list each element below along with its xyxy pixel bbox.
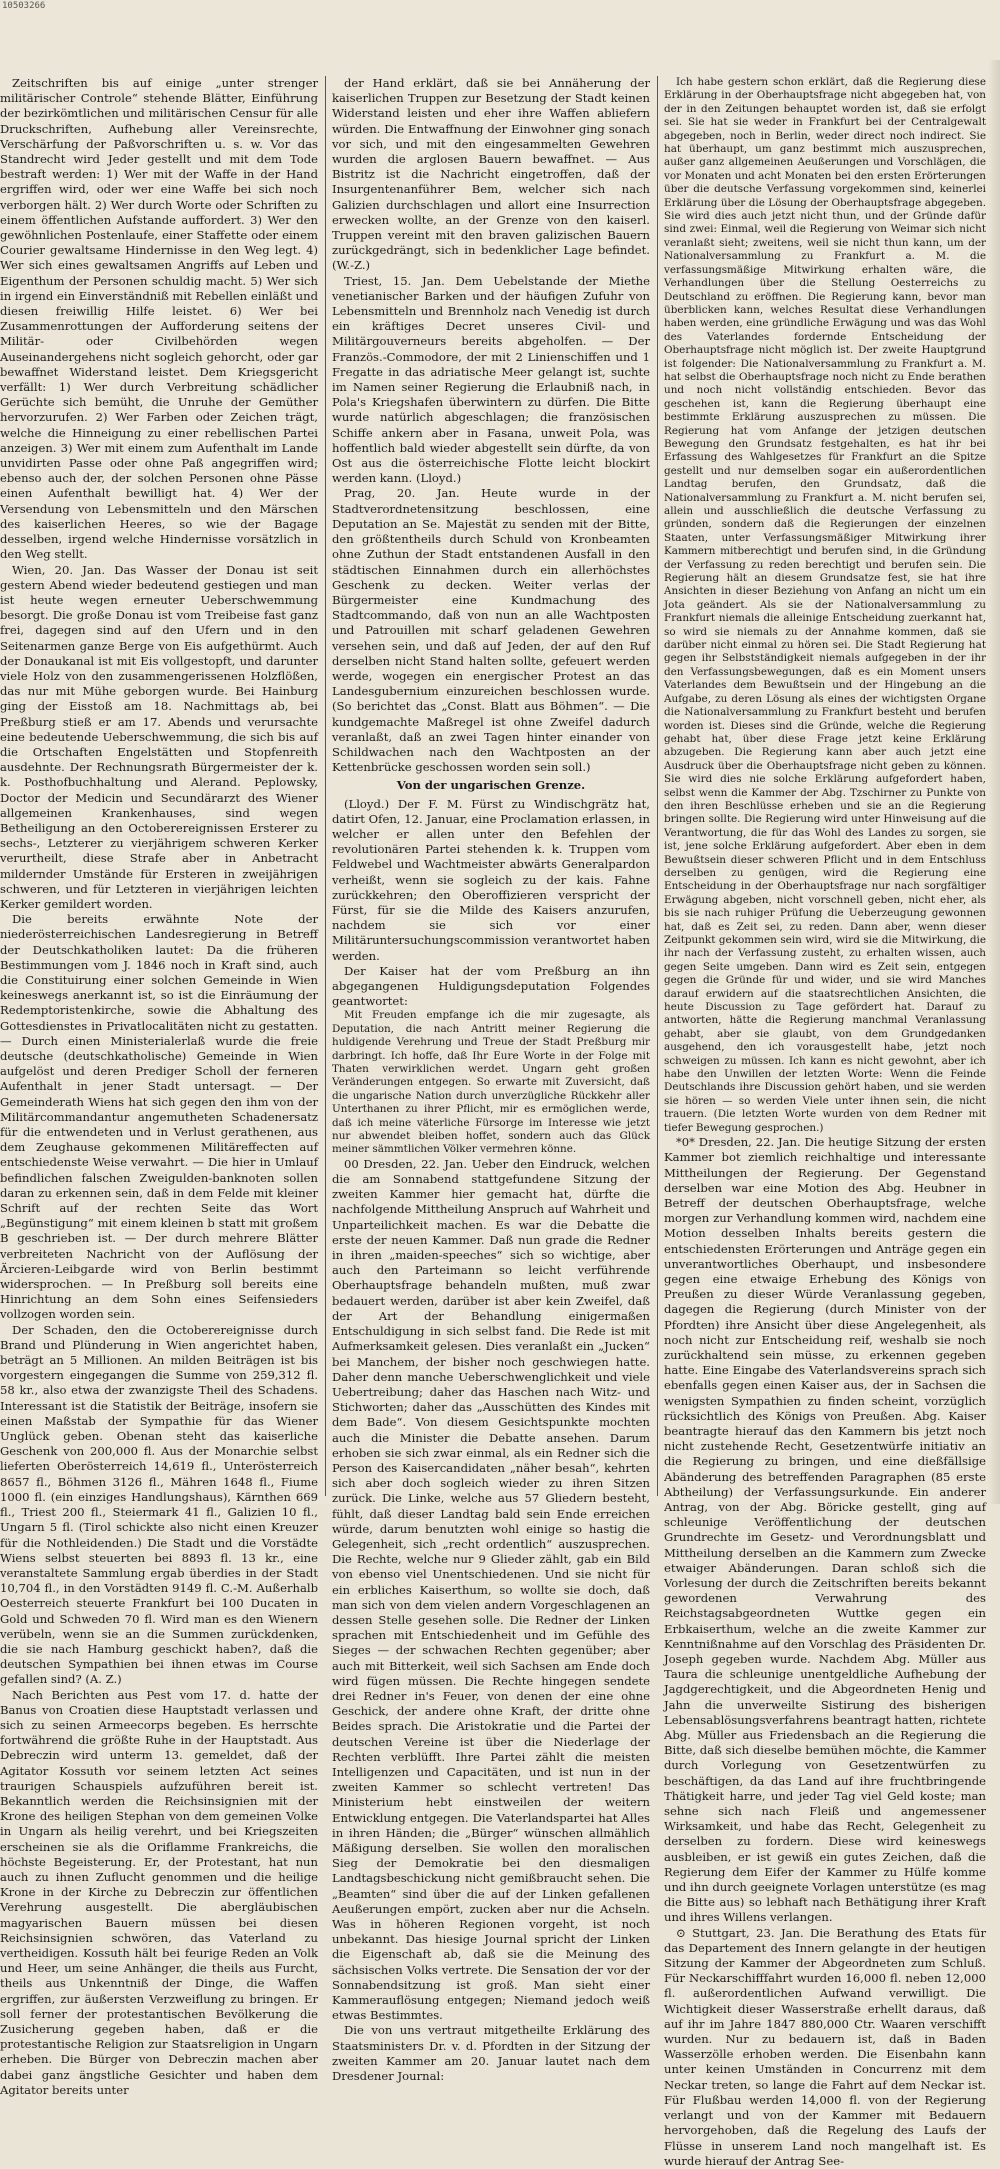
quote-block: Mit Freuden empfange ich die mir zugesagte, als Deputation, die nach Antritt meiner Regierung die huldigende Verehrung und Treue der Stadt Preßburg mir darbringt. Ich hoffe, daß Ihr Eure Worte in der Folge mit Thaten verwirklichen werdet. Ungarn geht großen Veränderungen entgegen. So erwarte mit Zuversicht, daß die ungarische Nation durch unverzügliche Rückkehr aller Unterthanen zu ihrer Pflicht, mir es ermöglichen werde, daß ich meine väterliche Fürsorge im Interesse wie jetzt nur abwendet bleiben hoffet, sondern auch das Glück meiner sämmtlichen Völker vermehren könne. [332, 1009, 650, 1156]
quote-block: Ich habe gestern schon erklärt, daß die Regierung diese Erklärung in der Oberhauptsfrage nicht abgegeben hat, von der in den Zeitungen behauptet worden ist, daß sie erfolgt sei. Sie hat sie weder in Frankfurt bei der Centralgewalt abgegeben, noch in Berlin, weder direct noch indirect. Sie hat überhaupt, um ganz bestimmt mich auszusprechen, außer ganz allgemeinen Aeußerungen und Vorschlägen, die vor Monaten und acht Monaten bei den ersten Erörterungen über die deutsche Verfassung vorgekommen sind, keinerlei Erklärung über die Lösung der Oberhauptsfrage abgegeben. Sie wird dies auch jetzt nicht thun, und der Gründe dafür sind zwei: Einmal, weil die Regierung von Weimar sich nicht veranlaßt sieht; zweitens, weil sie nicht thun kann, um der Nationalversammlung zu Frankfurt a. M. die verfassungsmäßige Mitwirkung erhalten wäre, die Verhandlungen über die Stellung Oesterreichs zu Deutschland zu eröffnen. Die Regierung kann, bevor man überblicken kann, welches Resultat diese Verhandlungen haben werden, eine gründliche Erwägung und was das Wohl des Vaterlandes fordernde Entscheidung der Oberhauptsfrage nicht möglich ist. Der zweite Hauptgrund ist folgender: Die Nationalversammlung zu Frankfurt a. M. hat selbst die Oberhauptsfrage noch nicht zu Ende berathen und noch nicht vollständig entschieden. Bevor das geschehen ist, kann die Regierung überhaupt eine bestimmte Erklärung auszusprechen zu müssen. Die Regierung hat vom Anfange der jetzigen deutschen Bewegung den Grundsatz festgehalten, es hat ihr bei Erfassung des Wahlgesetzes für Frankfurt an die Spitze gestellt und nur demselben sogar ein außerordentlichen Landtag berufen, den Grundsatz, daß die Nationalversammlung zu Frankfurt a. M. nicht berufen sei, allein und ausschließlich die deutsche Verfassung zu gründen, sondern daß die Regierungen der einzelnen Staaten, unter Verfassungsmäßiger Mitwirkung ihrer Kammern mitberechtigt und berufen sind, in die Gründung der Verfassung zu reden berechtigt und berufen sein. Die Regierung hält an diesem Grundsatze fest, sie hat ihre Ansichten in dieser Beziehung von Anfang an nicht um ein Jota geändert. Als sie der Nationalversammlung zu Frankfurt niemals die alleinige Entscheidung zuerkannt hat, so wird sie niemals zu der Annahme kommen, daß sie darüber nicht einmal zu hören sei. Die Stadt Regierung hat gegen ihr Selbstständigkeit niemals aufgegeben in der ihr den Verfassungsbewegungen, daß es ein Moment unsers Vaterlandes dem Bewußtsein und der Hingebung an die Aufgabe, zu deren Lösung als eines der wichtigsten Organe die Nationalversammlung zu Frankfurt besteht und berufen worden ist. Dieses sind die Gründe, welche die Regierung gehabt hat, über diese Frage jetzt keine Erklärung abzugeben. Die Regierung kann aber auch jetzt eine Ausdruck über die Oberhauptsfrage nicht geben zu können. Sie wird dies nie solche Erklärung aufgefordert haben, selbst wenn die Kammer der Abg. Tzschirner zu Punkte von den ihren Beschlüsse erheben und sie an die Regierung bringen sollte. Die Regierung wird unter Hinweisung auf die Verantwortung, die für das Wohl des Landes zu sorgen, sie ist, jene solche Erklärung aufgefordert. Aber eben in dem Bewußtsein dieser schweren Pflicht und in dem Entschluss derselben zu genügen, wird die Regierung eine Entscheidung in der Oberhauptsfrage nur nach sorgfältiger Erwägung abgeben, nicht vorschnell geben, nicht eher, als bis sie nach ruhiger Prüfung die Ueberzeugung gewonnen hat, daß es Zeit sei, zu reden. Dann aber, wenn dieser Zeitpunkt gekommen sein wird, wird sie die Mitwirkung, die ihr nach der Verfassung zusteht, zu erhalten wissen, auch gegen Seite umgeben. Dann wird es Zeit sein, entgegen gegen die Gründe für und wider, und sie wird Manches darauf erwidern auf die staatsrechtlichen Ansichten, die heute Discussion zu Tage gefördert hat. Darauf zu antworten, hätte die Regierung manchmal Veranlassung gehabt, aber sie glaubt, von dem Grundgedanken ausgehend, den ich vorausgestellt habe, jetzt noch schweigen zu müssen. Ich kann es nicht gewohnt, aber ich habe den Unwillen der letzten Worte: Wenn die Feinde Deutschlands ihre Discussion gehört haben, und sie werden sie hören — so werden Viele unter ihnen sein, die nicht trauern. (Die letzten Worte wurden von dem Redner mit tiefer Bewegung gesprochen.) [664, 76, 986, 1134]
page-id: 10503266 [2, 1, 46, 11]
paragraph: Die von uns vertraut mitgetheilte Erklärung des Staatsministers Dr. v. d. Pfordten in der Sitzung der zweiten Kammer am 20. Januar lautet nach dem Dresdener Journal: [332, 2023, 650, 2084]
paragraph: der Hand erklärt, daß sie bei Annäherung der kaiserlichen Truppen zur Besetzung der Stadt keinen Widerstand leisten und eher ihre Waffen abliefern würden. Die Entwaffnung der Einwohner ging sonach vor sich, und mit den eingesammelten Gewehren wurden die arglosen Bauern bewaffnet. — Aus Bistritz ist die Nachricht eingetroffen, daß der Insurgentenanführer Bem, welcher sich nach Galizien durchschlagen und allort eine Insurrection erwecken wollte, an der Grenze von den kaiserl. Truppen vereint mit den braven galizischen Bauern zurückgedrängt, sich in bedenklicher Lage befindet. (W.-Z.) [332, 76, 650, 273]
page-edge [988, 60, 1000, 1504]
paragraph: Prag, 20. Jan. Heute wurde in der Stadtverordnetensitzung beschlossen, eine Deputation an Se. Majestät zu senden mit der Bitte, den größtentheils durch Schuld von Kronbeamten ohne Zuthun der Stadt entstandenen Ausfall in den städtischen Einnahmen durch ein allerhöchstes Geschenk zu decken. Weiter verlas der Bürgermeister eine Kundmachung des Stadtcommando, daß von nun an alle Wachtposten und Patrouillen mit scharf geladenen Gewehren versehen sein, und daß auf Jeden, der auf den Ruf derselben nicht Stand halten sollte, gefeuert werden werde, wogegen ein energischer Protest an das Landesgubernium einzureichen beschlossen wurde. (So berichtet das „Const. Blatt aus Böhmen“. — Die kundgemachte Maßregel ist ohne Zweifel dadurch veranlaßt, daß an zwei Tagen hinter einander von Schildwachen nach den Wachtposten an der Kettenbrücke geschossen worden sein soll.) [332, 486, 650, 775]
paragraph: Der Schaden, den die Octoberereignisse durch Brand und Plünderung in Wien angerichtet haben, beträgt an 5 Millionen. An milden Beiträgen ist bis vorgestern eingegangen die Summe von 259,312 fl. 58 kr., also etwa der zwanzigste Theil des Schadens. Interessant ist die Statistik der Beiträge, insofern sie einen Maßstab der Sympathie für das Wiener Unglück geben. Obenan steht das kaiserliche Geschenk von 200,000 fl. Aus der Monarchie selbst lieferten Oberösterreich 14,619 fl., Unterösterreich 8657 fl., Böhmen 3126 fl., Mähren 1648 fl., Fiume 1000 fl. (ein einziges Handlungshaus), Kärnthen 669 fl., Triest 200 fl., Steiermark 41 fl., Galizien 10 fl., Ungarn 5 fl. (Tirol schickte also nicht einen Kreuzer für die Nothleidenden.) Die Stadt und die Vorstädte Wiens selbst steuerten bei 8893 fl. 13 kr., eine veranstaltete Sammlung ergab überdies in der Stadt 10,704 fl., in den Vorstädten 9149 fl. C.-M. Außerhalb Oesterreich steuerte Frankfurt bei 100 Ducaten in Gold und Schweden 70 fl. Wird man es den Wienern verübeln, wenn sie an die Summen zurückdenken, die sie nach Hamburg geschickt haben?, daß die deutschen Sympathien bei ihnen etwas im Course gefallen sind? (A. Z.) [0, 1322, 318, 1687]
paragraph: Wien, 20. Jan. Das Wasser der Donau ist seit gestern Abend wieder bedeutend gestiegen und man ist heute wegen erneuter Ueberschwemmung besorgt. Die große Donau ist vom Treibeise fast ganz frei, dagegen sind auf den Ufern und in den Seitenarmen ganze Berge von Eis aufgethürmt. Auch der Donaukanal ist mit Eis vollgestopft, und darunter viele Holz von den zusammengerissenen Holzflößen, das nur mit Mühe geborgen wurde. Bei Hainburg ging der Eisstoß am 18. Nachmittags ab, bei Preßburg stieß er am 17. Abends und verursachte eine bedeutende Ueberschwemmung, die sich bis auf die Ortschaften Engelstätten und Stopfenreith ausdehnte. Der Rechnungsrath Bürgermeister der k. k. Posthofbuchhaltung und Alerand. Peplowsky, Doctor der Medicin und Secundärarzt des Wiener allgemeinen Krankenhauses, sind wegen Betheiligung an den Octoberereignissen Ersterer zu sechs-, Letzterer zu vierjährigem schweren Kerker verurtheilt, diese Strafe aber in Anbetracht mildernder Umstände für Ersteren in zweijährigen schweren, und für Letzteren in vierjährigen leichten Kerker gemildert worden. [0, 562, 318, 911]
paragraph: Triest, 15. Jan. Dem Uebelstande der Miethe venetianischer Barken und der häufigen Zufuhr von Lebensmitteln und Brennholz nach Venedig ist durch ein kräftiges Decret unseres Civil- und Militärgouverneurs bereits abgeholfen. — Der Französ.-Commodore, der mit 2 Linienschiffen und 1 Fregatte in das adriatische Meer gelangt ist, suchte im Namen seiner Regierung die Erlaubniß nach, in Pola's Kriegshafen überwintern zu dürfen. Die Bitte wurde natürlich abgeschlagen; die französischen Schiffe ankern aber in Fasana, unweit Pola, was hoffentlich bald wieder abgestellt sein dürfte, da von Ost aus die österreichische Flotte leicht blockirt werden kann. (Lloyd.) [332, 273, 650, 486]
column-1 [0, 76, 318, 2097]
section-heading: Von der ungarischen Grenze. [396, 778, 586, 793]
paragraph: *0* Dresden, 22. Jan. Die heutige Sitzung der ersten Kammer bot ziemlich reichhaltige und interessante Mittheilungen der Regierung. Der Gegenstand derselben war eine Motion des Abg. Heubner in Betreff der deutschen Oberhauptsfrage, welche morgen zur Verhandlung kommen wird, nachdem eine Motion desselben Inhalts bereits gestern die entschiedensten Erörterungen und Anträge gegen ein unverantwortliches Oberhaupt, und insbesondere gegen eine etwaige Erhebung des Königs von Preußen zu dieser Würde Veranlassung gegeben, dagegen die Regierung (durch Minister von der Pfordten) ihre Ansicht über diese Angelegenheit, als noch nicht zur Entscheidung reif, weshalb sie noch zurückhaltend sein müsse, zu erkennen gegeben hatte. Eine Eingabe des Vaterlandsvereins sprach sich ebenfalls gegen einen Kaiser aus, der in Sachsen die wenigsten Sympathien zu finden scheint, vorzüglich rücksichtlich des Königs von Preußen. Abg. Kaiser beantragte hierauf das den Kammern bis jetzt noch nicht zustehende Recht, Gesetzentwürfe initiativ an die Regierung zu bringen, und eine dießfällsige Abänderung des betreffenden Paragraphen (85 erste Abtheilung) der Verfassungsurkunde. Ein anderer Antrag, von der Abg. Böricke gestellt, ging auf schleunige Veröffentlichung der deutschen Grundrechte im Gesetz- und Verordnungsblatt und Mittheilung derselben an die Kammern zum Zwecke etwaiger Abänderungen. Daran schloß sich die Vorlesung der durch die Zeitschriften bereits bekannt gewordenen Verwahrung des Reichstagsabgeordneten Wuttke gegen ein Erbkaiserthum, welche an die zweite Kammer zur Kenntnißnahme auf den Vorschlag des Präsidenten Dr. Joseph gegeben wurde. Nachdem Abg. Müller aus Taura die schleunige unentgeldliche Aufhebung der Jagdgerechtigkeit, und die Abgeordneten Henig und Jahn die unverweilte Sistirung des bisherigen Lebensablösungsverfahrens beantragt hatten, richtete Abg. Müller aus Friedensbach an die Regierung die Bitte, daß sich dieselbe bemühen möchte, die Kammer durch Vorlegung von Gesetzentwürfen zu beschäftigen, da das Land auf ihre fruchtbringende Thätigkeit harre, und jeder Tag viel Geld koste; man sehne sich nach Fleiß und angemessener Wirksamkeit, und habe das Recht, Gelegenheit zu derselben zu fordern. Diese wird keineswegs ausbleiben, er ist gewiß ein gutes Zeichen, daß die Regierung dem Eifer der Kammer zu Hülfe komme und ihn durch geeignete Vorlagen unterstütze (es mag die Bitte aus) so lebhaft nach Bethätigung ihrer Kraft und ihres Willens verlangen. [664, 1135, 987, 1925]
paragraph: (Lloyd.) Der F. M. Fürst zu Windischgrätz hat, datirt Ofen, 12. Januar, eine Proclamation erlassen, in welcher er allen unter den Befehlen der revolutionären Partei stehenden k. k. Truppen vom Feldwebel und Wachtmeister abwärts Generalpardon verheißt, wenn sie sogleich zu der kais. Fahne zurückkehren; den Oberoffizieren verspricht der Fürst, für sie die Milde des Kaisers anzurufen, nachdem sie sich vor einer Militäruntersuchungscommission verantwortet haben werden. [332, 796, 650, 963]
paragraph: Nach Berichten aus Pest vom 17. d. hatte der Banus von Croatien diese Hauptstadt verlassen und sich zu seinen Armeecorps begeben. Es herrschte fortwährend die größte Ruhe in der Hauptstadt. Aus Debreczin wird unterm 13. gemeldet, daß der Agitator Kossuth vor seinem letzten Act seines traurigen Schauspiels aufzuführen bereit ist. Bekanntlich werden die Reichsinsignien mit der Krone des heiligen Stephan von dem gemeinen Volke in Ungarn als heilig verehrt, und bei Kriegszeiten erscheinen sie als die Oriflamme Frankreichs, die höchste Begeisterung. Er, der Protestant, hat nun auch zu ihnen Zuflucht genommen und die heilige Krone in der Kirche zu Debreczin zur öffentlichen Verehrung ausgestellt. Die abergläubischen magyarischen Bauern müssen bei diesen Reichsinsignien schwören, das Vaterland zu vertheidigen. Kossuth hält bei feurige Reden an Volk und Heer, um seine Anhänger, die theils aus Furcht, theils aus Unkenntniß der Dinge, die Waffen ergriffen, zur äußersten Verzweiflung zu bringen. Er soll ferner der protestantischen Bevölkerung die Zusicherung gegeben haben, daß er die protestantische Religion zur Staatsreligion in Ungarn erheben. Die Bürger von Debreczin machen aber dabei ganz ängstliche Gesichter und haben dem Agitator bereits unter [0, 1687, 318, 2097]
paragraph: Der Kaiser hat der vom Preßburg an ihn abgegangenen Huldigungsdeputation Folgendes geantwortet: [332, 963, 650, 1009]
paragraph: ⊙ Stuttgart, 23. Jan. Die Berathung des Etats für das Departement des Innern gelangte in der heutigen Sitzung der Kammer der Abgeordneten zum Schluß. Für Neckarschifffahrt wurden 16,000 fl. neben 12,000 fl. außerordentlichen Aufwand verwilligt. Die Wichtigkeit dieser Wasserstraße erhellt daraus, daß auf ihr im Jahre 1847 880,000 Ctr. Waaren verschifft wurden. Nur zu bedauern ist, daß in Baden Wasserzölle erhoben werden. Die Eisenbahn kann unter keinen Umständen in Concurrenz mit dem Neckar treten, so lange die Fahrt auf dem Neckar ist. Für Flußbau werden 14,000 fl. von der Regierung verlangt und von der Kammer mit Bedauern hervorgehoben, daß die Regelung des Laufs der Flüsse in unserem Land noch mangelhaft ist. Es wurde hierauf der Antrag See- [664, 1925, 986, 2168]
paragraph: 00 Dresden, 22. Jan. Ueber den Eindruck, welchen die am Sonnabend stattgefundene Sitzung der zweiten Kammer hier gemacht hat, dürfte die nachfolgende Mittheilung Anspruch auf Wahrheit und Unparteilichkeit machen. Es war die Debatte die erste der neuen Kammer. Daß nun grade die Redner in ihren „maiden-speeches“ sich so wichtige, aber auch den Parteimann so leicht verführende Oberhauptsfrage behandeln mußten, muß zwar bedauert werden, darüber ist aber kein Zweifel, daß der Art der Behandlung einigermaßen Entschuldigung in sich selbst fand. Die Rede ist mit Aufmerksamkeit gelesen. Dies veranlaßt ein „Jucken“ bei Manchem, der bisher noch geschwiegen hatte. Daher denn manche Ueberschwenglichkeit und viele Uebertreibung; daher das Haschen nach Witz- und Stichworten; daher das „Ausschütten des Kindes mit dem Bade“. Von diesem Gesichtspunkte mochten auch die Minister die Debatte ansehen. Darum erhoben sie sich zwar einmal, als ein Redner sich die Person des Kaisercandidaten „näher besah“, kehrten sich aber doch sogleich wieder zu ihren Sitzen zurück. Die Linke, welche aus 57 Gliedern besteht, fühlt, daß dieser Landtag bald sein Ende erreichen würde, darum benutzten wohl einige so hastig die Gelegenheit, sich „recht ordentlich“ auszusprechen. Die Rechte, welche nur 9 Glieder zählt, gab ein Bild von ebenso viel Unentschiedenen. Und sie nicht für ein erbliches Kaiserthum, so wollte sie doch, daß man sich von dem vielen andern Vorgeschlagenen an dessen Stelle gesehen solle. Die Redner der Linken sprachen mit Entschiedenheit und im Gefühle des Sieges — der schwachen Rechten gegenüber; aber auch mit Bitterkeit, weil sich Sachsen am Ende doch wird fügen müssen. Die Rechte hingegen sendete drei Redner in's Feuer, von denen der eine ohne Geschick, der andere ohne Kraft, der dritte ohne Beides sprach. Die Aristokratie und die Partei der deutschen Vereine ist über die Niederlage der Rechten verblüfft. Ihre Partei zählt die meisten Intelligenzen und Capacitäten, und ist nun in der zweiten Kammer so schlecht vertreten! Das Ministerium hebt einstweilen der weitern Entwicklung entgegen. Die Vaterlandspartei hat Alles in ihren Händen; die „Bürger“ wünschen allmählich Mäßigung derselben. Sie wollen den moralischen Sieg der Demokratie bei den diesmaligen Landtagsbeschickung nicht gemißbraucht sehen. Die „Beamten“ sind über die auf der Linken gefallenen Aeußerungen empört, zucken aber nur die Achseln. Was in höheren Regionen vorgeht, ist noch unbekannt. Das hiesige Journal spricht der Linken die Eigenschaft ab, daß sie die Meinung des sächsischen Volks vertrete. Die Sensation der vor der Sonnabendsitzung ist groß. Man sieht einer Kammerauflösung entgegen; Niemand jedoch weiß etwas Bestimmtes. [332, 1156, 650, 2023]
column-3 [664, 76, 987, 2168]
column-divider [325, 76, 326, 1496]
column-divider [657, 76, 658, 1496]
paragraph: Zeitschriften bis auf einige „unter strenger militärischer Controle“ stehende Blätter, Einführung der bezirkömtlichen und militärischen Censur für alle Druckschriften, Aufhebung aller Vereinsrechte, Verschärfung der Paßvorschriften u. s. w. Vor das Standrecht wird Jeder gestellt und mit dem Tode bestraft werden: 1) Wer mit der Waffe in der Hand ergriffen wird, oder wer eine Waffe bei sich noch verborgen hält. 2) Wer durch Worte oder Schriften zu einem öffentlichen Aufstande auffordert. 3) Wer den gewöhnlichen Postenlaufe, einer Staffette oder einem Courier gewaltsame Hindernisse in den Weg legt. 4) Wer sich eines gewaltsamen Angriffs auf Leben und Eigenthum der Personen schuldig macht. 5) Wer sich in irgend ein Einverständniß mit Rebellen einläßt und diesen freiwillig Hilfe leistet. 6) Wer bei Zusammenrottungen der Aufforderung seitens der Militär- oder Civilbehörden wegen Auseinandergehens nicht sogleich gehorcht, oder gar bewaffnet Widerstand leistet. Dem Kriegsgericht verfällt: 1) Wer durch Verbreitung schädlicher Gerüchte sich bemüht, die Unruhe der Gemüther hervorzurufen. 2) Wer Farben oder Zeichen trägt, welche die Hinneigung zu einer rebellischen Partei anzeigen. 3) Wer mit einem zum Aufenthalt im Lande unvidirten Passe oder ohne Paß angegriffen wird; ebenso auch der, der solchen Personen ohne Pässe einen Aufenthalt bewilligt hat. 4) Wer der Versendung von Lebensmitteln und den Märschen des kaiserlichen Heeres, so wie der Bagage desselben, irgend welche Hindernisse vorsätzlich in den Weg stellt. [0, 76, 318, 562]
paragraph: Die bereits erwähnte Note der niederösterreichischen Landesregierung in Betreff der Deutschkatholiken lautet: Da die früheren Bestimmungen vom J. 1846 noch in Kraft sind, auch die Constituirung einer solchen Gemeinde in Wien keineswegs anerkannt ist, so ist die Einräumung der Redemptoristenkirche, sowie die Abhaltung des Gottesdienstes in Privatlocalitäten nicht zu gestatten. — Durch einen Ministerialerlaß wurde die freie deutsche (deutschkatholische) Gemeinde in Wien aufgelöst und deren Prediger Scholl der ferneren Aufenthalt in jener Stadt untersagt. — Der Gemeinderath Wiens hat sich gegen den ihm von der Militärcommandantur angemutheten Schadenersatz für die entwendeten und in Verlust gerathenen, aus dem Zeughause gekommenen Militäreffecten auf entschiedenste Weise verwahrt. — Die hier in Umlauf befindlichen falschen Zweigulden-banknoten sollen daran zu erkennen sein, daß in dem Felde mit kleiner Schrift auf der rechten Seite das Wort „Begünstigung“ mit einem kleinen b statt mit großem B geschrieben ist. — Der durch mehrere Blätter verbreiteten Nachricht von der Auflösung der Ärcieren-Leibgarde wird von Berlin bestimmt widersprochen. — In Preßburg soll bereits eine Hinrichtung an dem Sohn eines Seifensieders vollzogen worden sein. [0, 912, 318, 1322]
column-2 [332, 76, 650, 2084]
